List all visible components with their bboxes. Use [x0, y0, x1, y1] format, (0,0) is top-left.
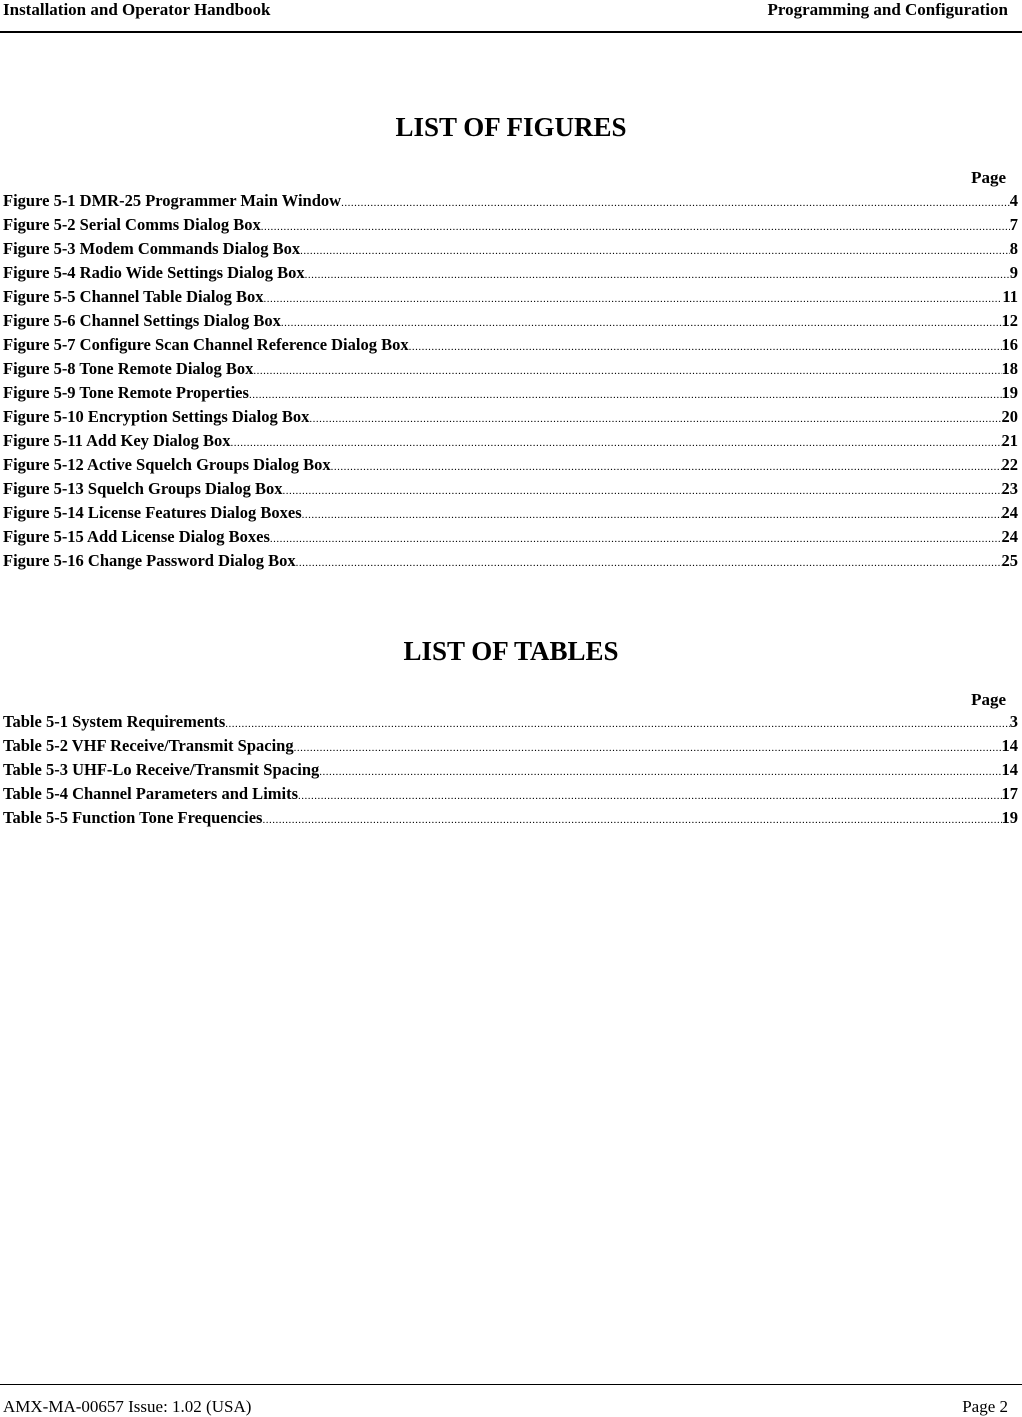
entry-label: Figure 5-8 Tone Remote Dialog Box	[3, 359, 254, 378]
entry-page: 12	[1001, 311, 1018, 330]
entry-label: Table 5-1 System Requirements	[3, 712, 226, 731]
figure-entry[interactable]	[3, 407, 1018, 431]
header-right: Programming and Configuration	[767, 0, 1008, 19]
dot-leader	[294, 742, 1002, 754]
dot-leader	[225, 718, 1009, 730]
header-divider	[0, 31, 1022, 33]
entry-page: 19	[1001, 808, 1018, 827]
dot-leader	[261, 221, 1010, 233]
dot-leader	[300, 245, 1010, 257]
entry-page: 25	[1001, 551, 1018, 570]
dot-leader	[331, 461, 1002, 473]
entry-label: Figure 5-10 Encryption Settings Dialog Box	[3, 407, 310, 426]
dot-leader	[319, 766, 1001, 778]
figures-page-label: Page	[971, 168, 1006, 187]
entry-label: Figure 5-9 Tone Remote Properties	[3, 383, 249, 402]
entry-label: Figure 5-13 Squelch Groups Dialog Box	[3, 479, 283, 498]
entry-label: Figure 5-5 Channel Table Dialog Box	[3, 287, 264, 306]
entry-label: Figure 5-3 Modem Commands Dialog Box	[3, 239, 301, 258]
dot-leader	[231, 437, 1002, 449]
figure-entry[interactable]	[3, 215, 1018, 239]
dot-leader	[341, 197, 1010, 209]
entry-page: 3	[1009, 712, 1018, 731]
dot-leader	[302, 509, 1002, 521]
entry-label: Figure 5-16 Change Password Dialog Box	[3, 551, 296, 570]
dot-leader	[298, 790, 1001, 802]
dot-leader	[264, 293, 1003, 305]
entry-label: Figure 5-15 Add License Dialog Boxes	[3, 527, 270, 546]
dot-leader	[305, 269, 1010, 281]
figure-entry[interactable]	[3, 191, 1018, 215]
table-entry[interactable]	[3, 808, 1018, 832]
figure-entry[interactable]	[3, 311, 1018, 335]
page-footer	[3, 1397, 1008, 1417]
entry-page: 20	[1001, 407, 1018, 426]
figure-entry[interactable]	[3, 383, 1018, 407]
entry-page: 14	[1001, 760, 1018, 779]
figure-entry[interactable]	[3, 359, 1018, 383]
entry-page: 7	[1009, 215, 1018, 234]
entry-page: 21	[1001, 431, 1018, 450]
figure-entry[interactable]	[3, 263, 1018, 287]
dot-leader	[409, 341, 1002, 353]
figures-list	[3, 191, 1018, 575]
dot-leader	[253, 365, 1001, 377]
footer-left: AMX-MA-00657 Issue: 1.02 (USA)	[3, 1397, 252, 1416]
entry-label: Table 5-5 Function Tone Frequencies	[3, 808, 263, 827]
dot-leader	[249, 389, 1002, 401]
entry-label: Figure 5-6 Channel Settings Dialog Box	[3, 311, 281, 330]
entry-label: Figure 5-12 Active Squelch Groups Dialog Box	[3, 455, 331, 474]
figure-entry[interactable]	[3, 455, 1018, 479]
tables-page-label: Page	[971, 690, 1006, 709]
table-entry[interactable]	[3, 760, 1018, 784]
entry-page: 23	[1001, 479, 1018, 498]
figures-title: LIST OF FIGURES	[395, 112, 627, 142]
entry-page: 19	[1001, 383, 1018, 402]
entry-page: 16	[1001, 335, 1018, 354]
entry-label: Figure 5-14 License Features Dialog Boxes	[3, 503, 302, 522]
entry-page: 14	[1001, 736, 1018, 755]
entry-page: 22	[1001, 455, 1018, 474]
entry-page: 18	[1001, 359, 1018, 378]
dot-leader	[282, 485, 1001, 497]
table-entry[interactable]	[3, 712, 1018, 736]
figure-entry[interactable]	[3, 287, 1018, 311]
entry-page: 17	[1001, 784, 1018, 803]
page-header	[3, 0, 1008, 20]
entry-page: 8	[1009, 239, 1018, 258]
entry-label: Table 5-2 VHF Receive/Transmit Spacing	[3, 736, 294, 755]
entry-label: Figure 5-1 DMR-25 Programmer Main Window	[3, 191, 342, 210]
table-entry[interactable]	[3, 784, 1018, 808]
entry-label: Figure 5-4 Radio Wide Settings Dialog Box	[3, 263, 305, 282]
footer-right: Page 2	[962, 1397, 1008, 1416]
entry-label: Figure 5-7 Configure Scan Channel Reference Dialog Box	[3, 335, 409, 354]
entry-page: 9	[1009, 263, 1018, 282]
entry-page: 11	[1002, 287, 1018, 306]
entry-page: 4	[1009, 191, 1018, 210]
figure-entry[interactable]	[3, 335, 1018, 359]
figure-entry[interactable]	[3, 527, 1018, 551]
figure-entry[interactable]	[3, 431, 1018, 455]
footer-divider	[0, 1384, 1022, 1385]
header-left: Installation and Operator Handbook	[3, 0, 271, 19]
figure-entry[interactable]	[3, 479, 1018, 503]
dot-leader	[281, 317, 1002, 329]
tables-list	[3, 712, 1018, 832]
dot-leader	[309, 413, 1001, 425]
dot-leader	[296, 557, 1002, 569]
entry-label: Figure 5-11 Add Key Dialog Box	[3, 431, 231, 450]
entry-label: Table 5-4 Channel Parameters and Limits	[3, 784, 299, 803]
dot-leader	[262, 814, 1001, 826]
dot-leader	[270, 533, 1002, 545]
entry-page: 24	[1001, 527, 1018, 546]
table-entry[interactable]	[3, 736, 1018, 760]
entry-label: Figure 5-2 Serial Comms Dialog Box	[3, 215, 261, 234]
figure-entry[interactable]	[3, 503, 1018, 527]
tables-title: LIST OF TABLES	[403, 636, 619, 666]
figure-entry[interactable]	[3, 239, 1018, 263]
entry-label: Table 5-3 UHF-Lo Receive/Transmit Spacing	[3, 760, 320, 779]
entry-page: 24	[1001, 503, 1018, 522]
figure-entry[interactable]	[3, 551, 1018, 575]
